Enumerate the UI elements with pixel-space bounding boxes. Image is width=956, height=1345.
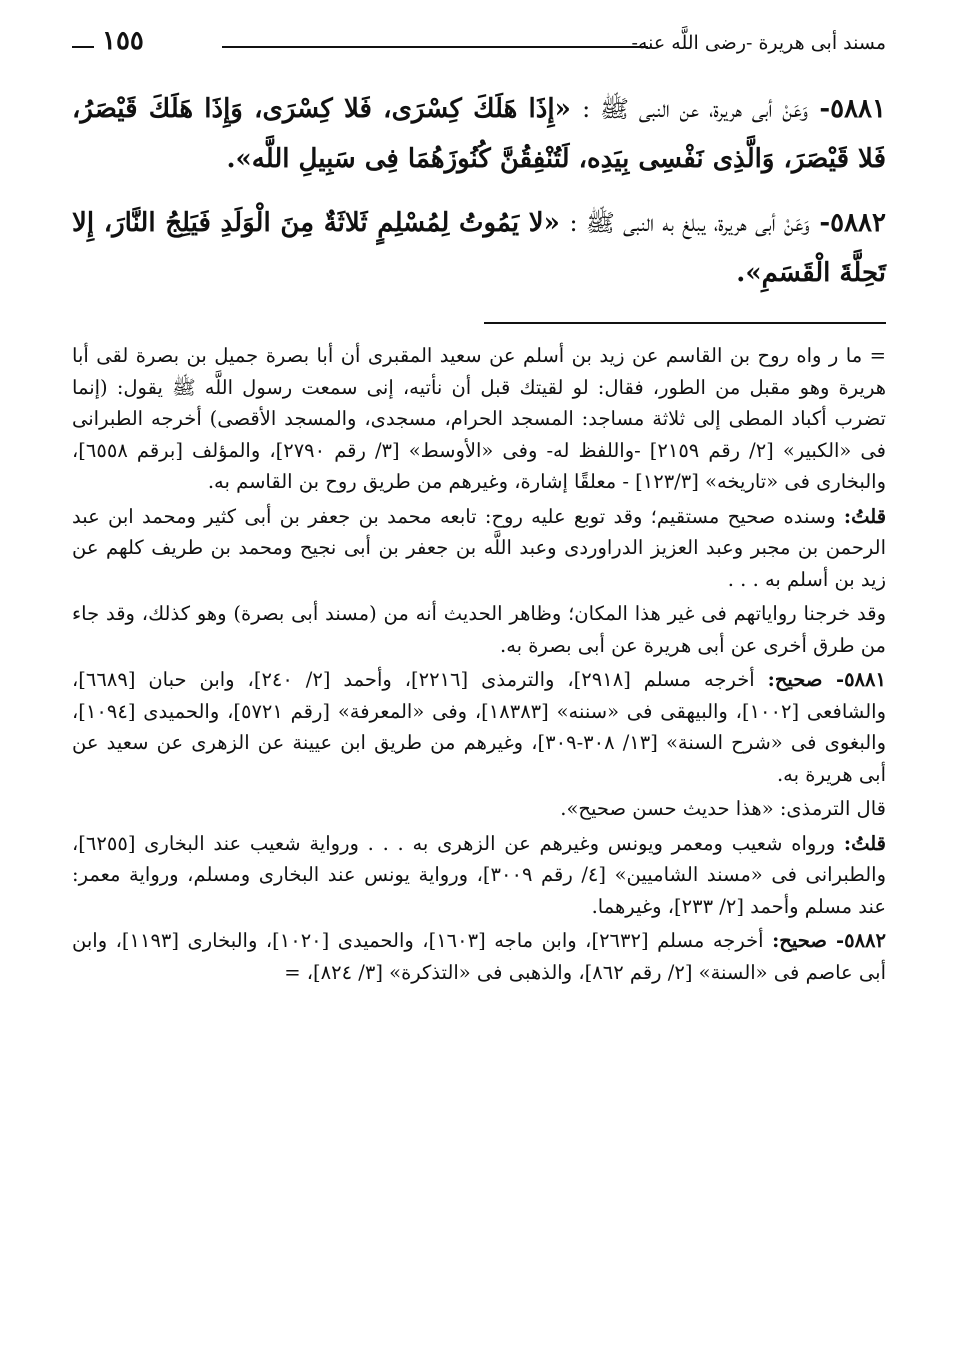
footnote-paragraph: وقد خرجنا رواياتهم فى غير هذا المكان؛ وظاهر الحديث أنه من (مسند أبى بصرة) وهو كذلك، وقد جاء من طرق أخرى عن أبى هريرة عن أبى بصرة به.: [72, 602, 886, 657]
page-header: [72, 26, 886, 66]
footnotes: [72, 340, 886, 991]
hadith-5881: [72, 84, 886, 184]
header-rule: [222, 46, 648, 48]
footnote-divider: [484, 322, 886, 324]
running-title: مسند أبى هريرة -رضى اللَّه عنه-: [631, 32, 886, 54]
footnote-paragraph: ٥٨٨١- صحيح: أخرجه مسلم [٢٩١٨]، والترمذى [٢٢١٦]، وأحمد [٢/ ٢٤٠]، وابن حبان [٦٦٨٩]، والشافعى [١٠٠٢]، والبيهقى فى «سننه» [١٨٣٨٣]، وفى «المعرفة» [رقم ٥٧٢١]، والحميدى [١٠٩٤]، والبغوى فى «شرح السنة» [١٣/ ٣٠٨-٣٠٩]، وغيرهم من طريق ابن عيينة عن الزهرى عن سعيد عن أبى هريرة به.: [72, 668, 886, 786]
footnote-paragraph: قال الترمذى: «هذا حديث حسن صحيح».: [560, 797, 886, 820]
footnote-paragraph: قلتُ: وسنده صحيح مستقيم؛ وقد توبع عليه روح: تابعه محمد بن جعفر بن أبى كثير ومحمد ابن عبد الرحمن بن مجبر وعبد العزيز الدراوردى وعبد اللَّه بن جعفر بن أبى نجيح ومحمد بن طريف كلهم عن زيد بن أسلم به . . .: [72, 504, 887, 591]
page-number: ١٥٥: [102, 26, 144, 56]
hadith-number: ٥٨٨١-: [819, 94, 886, 124]
hadith-text: «إِذَا هَلَكَ كِسْرَى، فَلا كِسْرَى، وَإِذَا هَلَكَ قَيْصَرُ، فَلا قَيْصَرَ، وَالَّذِى نَفْسِى بِيَدِه، لَتُنْفِقُنَّ كُنُوزَهُمَا فِى سَبِيلِ اللَّه».: [72, 94, 886, 174]
hadith-intro: وَعَنْ أبى هريرة، يبلغ به النبى ﷺ :: [569, 209, 810, 237]
hadith-5882: [72, 198, 886, 298]
hadith-text: «لا يَمُوتُ لِمُسْلِمٍ ثَلاثَةٌ مِنَ الْوَلَدِ فَيَلِجُ النَّارَ، إِلا تَحِلَّةَ الْقَسَمِ».: [72, 208, 886, 288]
hadith-intro: وَعَنْ أبى هريرة، عن النبى ﷺ :: [582, 95, 809, 123]
hadith-number: ٥٨٨٢-: [819, 208, 886, 238]
footnote-paragraph: ٥٨٨٢- صحيح: أخرجه مسلم [٢٦٣٢]، وابن ماجه [١٦٠٣]، والحميدى [١٠٢٠]، والبخارى [١١٩٣]، وابن أبى عاصم فى «السنة» [٢/ رقم ٨٦٢]، والذهبى فى «التذكرة» [٣/ ٨٢٤]، =: [72, 929, 886, 984]
footnote-paragraph: قلتُ: ورواه شعيب ومعمر ويونس وغيرهم عن الزهرى به . . . ورواية شعيب عند البخارى [٦٢٥٥]، والطبرانى فى «مسند الشاميين» [٤/ رقم ٣٠٠٩]، ورواية يونس عند البخارى ومسلم، ورواية معمر: عند مسلم وأحمد [٢/ ٢٣٣]، وغيرهما.: [72, 831, 886, 918]
footnote-paragraph: = ما ر واه روح بن القاسم عن زيد بن أسلم عن سعيد المقبرى أن أبا بصرة جميل بن بصرة لقى أبا هريرة وهو مقبل من الطور، فقال: لو لقيتك قبل أن نأتيه، إنى سمعت رسول اللَّه ﷺ يقول: (إنما تضرب أكباد المطى إلى ثلاثة مساجد: المسجد الحرام، مسجدى، والمسجد الأقصى) أخرجه الطبرانى فى «الكبير» [٢/ رقم ٢١٥٩] -واللفظ له- وفى «الأوسط» [٣/ رقم ٢٧٩٠]، والمؤلف [برقم ٦٥٥٨]، والبخارى فى «تاريخه» [١٢٣/٣] - معلقًا إشارة، وغيرهم من طريق روح بن القاسم به.: [72, 344, 886, 493]
header-rule-short: [72, 46, 94, 48]
